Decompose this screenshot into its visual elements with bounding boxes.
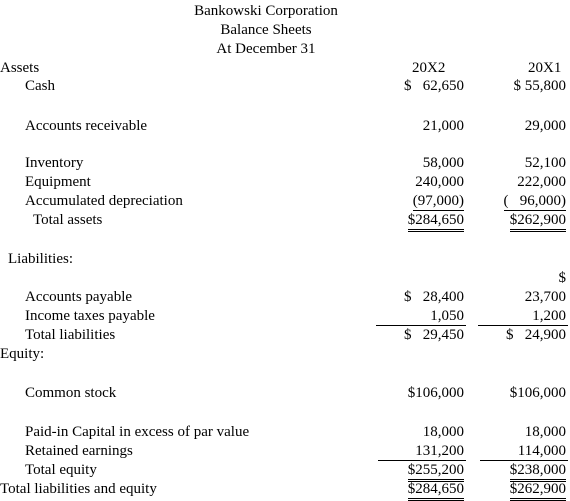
cash-current: $ 62,650 bbox=[404, 78, 464, 94]
ar-current: 21,000 bbox=[422, 118, 464, 134]
column-header-current: 20X2 bbox=[412, 60, 446, 76]
equipment-current: 240,000 bbox=[415, 174, 464, 190]
liabilities-subtotal-rule-current bbox=[376, 325, 466, 326]
total-liabilities-equity-current: $284,650 bbox=[408, 481, 464, 501]
inventory-label: Inventory bbox=[25, 155, 84, 171]
cash-prior: $ 55,800 bbox=[513, 78, 566, 94]
paid-in-capital-prior: 18,000 bbox=[524, 424, 566, 440]
total-liabilities-equity-prior: $262,900 bbox=[510, 481, 566, 501]
accum-dep-prior: ( 96,000) bbox=[503, 193, 566, 209]
total-liabilities-current: $ 29,450 bbox=[404, 327, 464, 343]
inventory-current: 58,000 bbox=[422, 155, 464, 171]
ap-current: $ 28,400 bbox=[404, 289, 464, 305]
total-equity-prior: $238,000 bbox=[510, 462, 566, 482]
retained-earnings-prior: 114,000 bbox=[517, 443, 566, 459]
ar-label: Accounts receivable bbox=[25, 118, 148, 134]
equity-subtotal-rule-current bbox=[378, 460, 466, 461]
statement-date: At December 31 bbox=[216, 41, 316, 57]
column-header-prior: 20X1 bbox=[528, 60, 562, 76]
paid-in-capital-current: 18,000 bbox=[422, 424, 464, 440]
taxes-prior: 1,200 bbox=[532, 308, 566, 324]
total-equity-label: Total equity bbox=[25, 462, 97, 478]
common-stock-prior: $106,000 bbox=[509, 385, 566, 401]
total-liabilities-prior: $ 24,900 bbox=[506, 327, 566, 343]
liabilities-dollar-sign: $ bbox=[558, 270, 566, 286]
common-stock-current: $106,000 bbox=[407, 385, 464, 401]
equity-heading: Equity: bbox=[0, 346, 45, 362]
equity-subtotal-rule-prior bbox=[480, 460, 568, 461]
equipment-label: Equipment bbox=[25, 174, 91, 190]
liabilities-subtotal-rule-prior bbox=[478, 325, 568, 326]
equipment-prior: 222,000 bbox=[517, 174, 566, 190]
ap-label: Accounts payable bbox=[25, 289, 133, 305]
taxes-current: 1,050 bbox=[430, 308, 464, 324]
taxes-label: Income taxes payable bbox=[25, 308, 155, 324]
statement-title: Balance Sheets bbox=[220, 22, 312, 38]
accum-dep-current: (97,000) bbox=[412, 193, 464, 209]
total-assets-label: Total assets bbox=[33, 212, 103, 228]
accum-dep-label: Accumulated depreciation bbox=[25, 193, 183, 209]
paid-in-capital-label: Paid-in Capital in excess of par value bbox=[25, 424, 250, 440]
cash-label: Cash bbox=[25, 78, 55, 94]
inventory-prior: 52,100 bbox=[524, 155, 566, 171]
assets-heading: Assets bbox=[0, 60, 40, 76]
total-assets-prior: $262,900 bbox=[510, 212, 566, 232]
total-liabilities-label: Total liabilities bbox=[25, 327, 116, 343]
total-equity-current: $255,200 bbox=[408, 462, 464, 482]
liabilities-heading: Liabilities: bbox=[8, 251, 73, 267]
ap-prior: 23,700 bbox=[524, 289, 566, 305]
total-assets-current: $284,650 bbox=[408, 212, 464, 232]
retained-earnings-current: 131,200 bbox=[415, 443, 464, 459]
total-liabilities-equity-label: Total liabilities and equity bbox=[0, 481, 157, 497]
common-stock-label: Common stock bbox=[25, 385, 117, 401]
company-name: Bankowski Corporation bbox=[194, 3, 338, 19]
retained-earnings-label: Retained earnings bbox=[25, 443, 133, 459]
ar-prior: 29,000 bbox=[524, 118, 566, 134]
